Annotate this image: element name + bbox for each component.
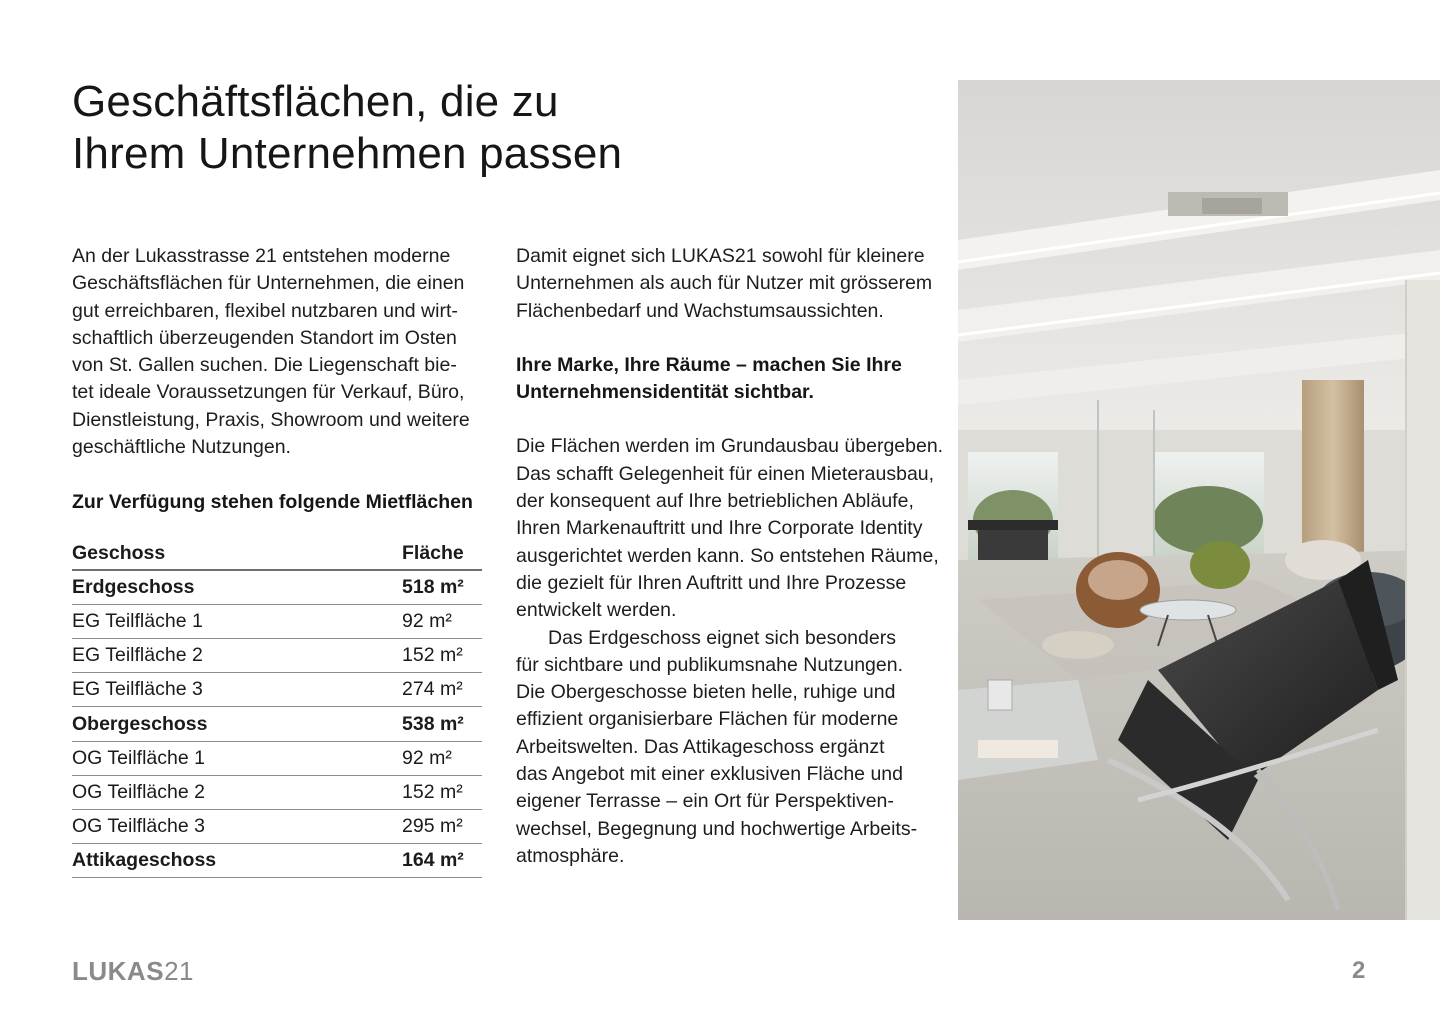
table-title-text: Zur Verfügung stehen folgende Mietflächen [72,491,473,514]
text-line: tet ideale Voraussetzungen für Verkauf, Büro, [72,381,465,404]
floor-area: 538 m² [402,712,464,735]
text-line: der konsequent auf Ihre betrieblichen Abläufe, [516,490,914,513]
text-line: von St. Gallen suchen. Die Liegenschaft bie- [72,354,457,377]
paragraph-suitability [516,243,933,325]
text-line: für sichtbare und publikumsnahe Nutzungen. [516,653,903,676]
text-line: effizient organisierbare Flächen für moderne [516,708,899,731]
table-row [72,844,482,878]
text-line: Das Erdgeschoss eignet sich besonders [548,626,896,649]
text-line: Arbeitswelten. Das Attikageschoss ergänzt [516,735,885,758]
table-row [72,571,482,605]
header-area: Fläche [402,542,464,565]
floor-name: Attikageschoss [72,849,217,872]
text-line: Dienstleistung, Praxis, Showroom und weitere [72,408,470,431]
text-line: An der Lukasstrasse 21 entstehen moderne [72,245,451,267]
logo-number: 21 [164,956,194,986]
text-line: Damit eignet sich LUKAS21 sowohl für kleinere [516,245,925,267]
floor-area: 92 m² [402,609,452,632]
table-body [72,571,482,879]
logo-wordmark: LUKAS [72,956,165,986]
text-line: atmosphäre. [516,844,625,867]
office-interior-photo [958,80,1440,920]
floor-name: OG Teilfläche 2 [72,780,205,803]
floor-area: 152 m² [402,644,463,667]
text-line: Unternehmensidentität sichtbar. [516,381,814,404]
brand-logo [72,956,194,986]
floor-name: OG Teilfläche 3 [72,815,205,838]
page-title-line-1: Geschäftsflächen, die zu [72,77,559,126]
text-line: schaftlich überzeugenden Standort im Osten [72,326,457,349]
paragraph-floors [516,625,926,871]
table-row [72,742,482,776]
table-header [72,539,482,571]
table-row [72,776,482,810]
table-row [72,605,482,639]
table-row [72,639,482,673]
page-title [72,76,852,180]
text-line: Unternehmen als auch für Nutzer mit grösserem [516,272,933,295]
floor-name: Obergeschoss [72,712,208,735]
text-line: Das schafft Gelegenheit für einen Mieterausbau, [516,462,935,485]
table-title [72,489,482,516]
page-title-line-2: Ihrem Unternehmen passen [72,129,623,178]
floor-area: 164 m² [402,849,464,872]
intro-paragraph [72,243,482,461]
floor-name: EG Teilfläche 2 [72,644,203,667]
rental-area-table [72,539,482,879]
table-row [72,707,482,741]
text-line: Die Obergeschosse bieten helle, ruhige und [516,681,896,704]
text-line: geschäftliche Nutzungen. [72,436,291,459]
floor-area: 518 m² [402,575,464,598]
floor-name: Erdgeschoss [72,575,195,598]
floor-area: 274 m² [402,678,463,701]
floor-name: EG Teilfläche 1 [72,609,203,632]
page-number: 2 [1352,957,1366,984]
left-column [72,243,482,878]
text-line: Die Flächen werden im Grundausbau übergeben. [516,435,944,458]
header-floor: Geschoss [72,542,166,565]
section-subheading [516,352,926,407]
text-line: gut erreichbaren, flexibel nutzbaren und wirt- [72,299,458,322]
text-line: Ihren Markenauftritt und Ihre Corporate Identity [516,517,923,540]
floor-name: EG Teilfläche 3 [72,678,203,701]
text-line: Geschäftsflächen für Unternehmen, die einen [72,272,465,295]
text-line: eigener Terrasse – ein Ort für Perspektiven- [516,790,894,813]
text-line: ausgerichtet werden kann. So entstehen Räume, [516,544,939,567]
text-line: das Angebot mit einer exklusiven Fläche und [516,763,903,786]
text-line: Flächenbedarf und Wachstumsaussichten. [516,299,884,322]
text-line: entwickelt werden. [516,599,677,622]
text-line: die gezielt für Ihren Auftritt und Ihre Prozesse [516,571,907,594]
floor-area: 152 m² [402,780,463,803]
table-row [72,673,482,707]
paragraph-fitout [516,433,944,624]
text-line: Ihre Marke, Ihre Räume – machen Sie Ihre [516,353,902,376]
floor-area: 295 m² [402,815,463,838]
text-line: wechsel, Begegnung und hochwertige Arbeits- [516,817,918,840]
table-row [72,810,482,844]
middle-column [516,243,944,870]
floor-area: 92 m² [402,746,452,769]
floor-name: OG Teilfläche 1 [72,746,205,769]
